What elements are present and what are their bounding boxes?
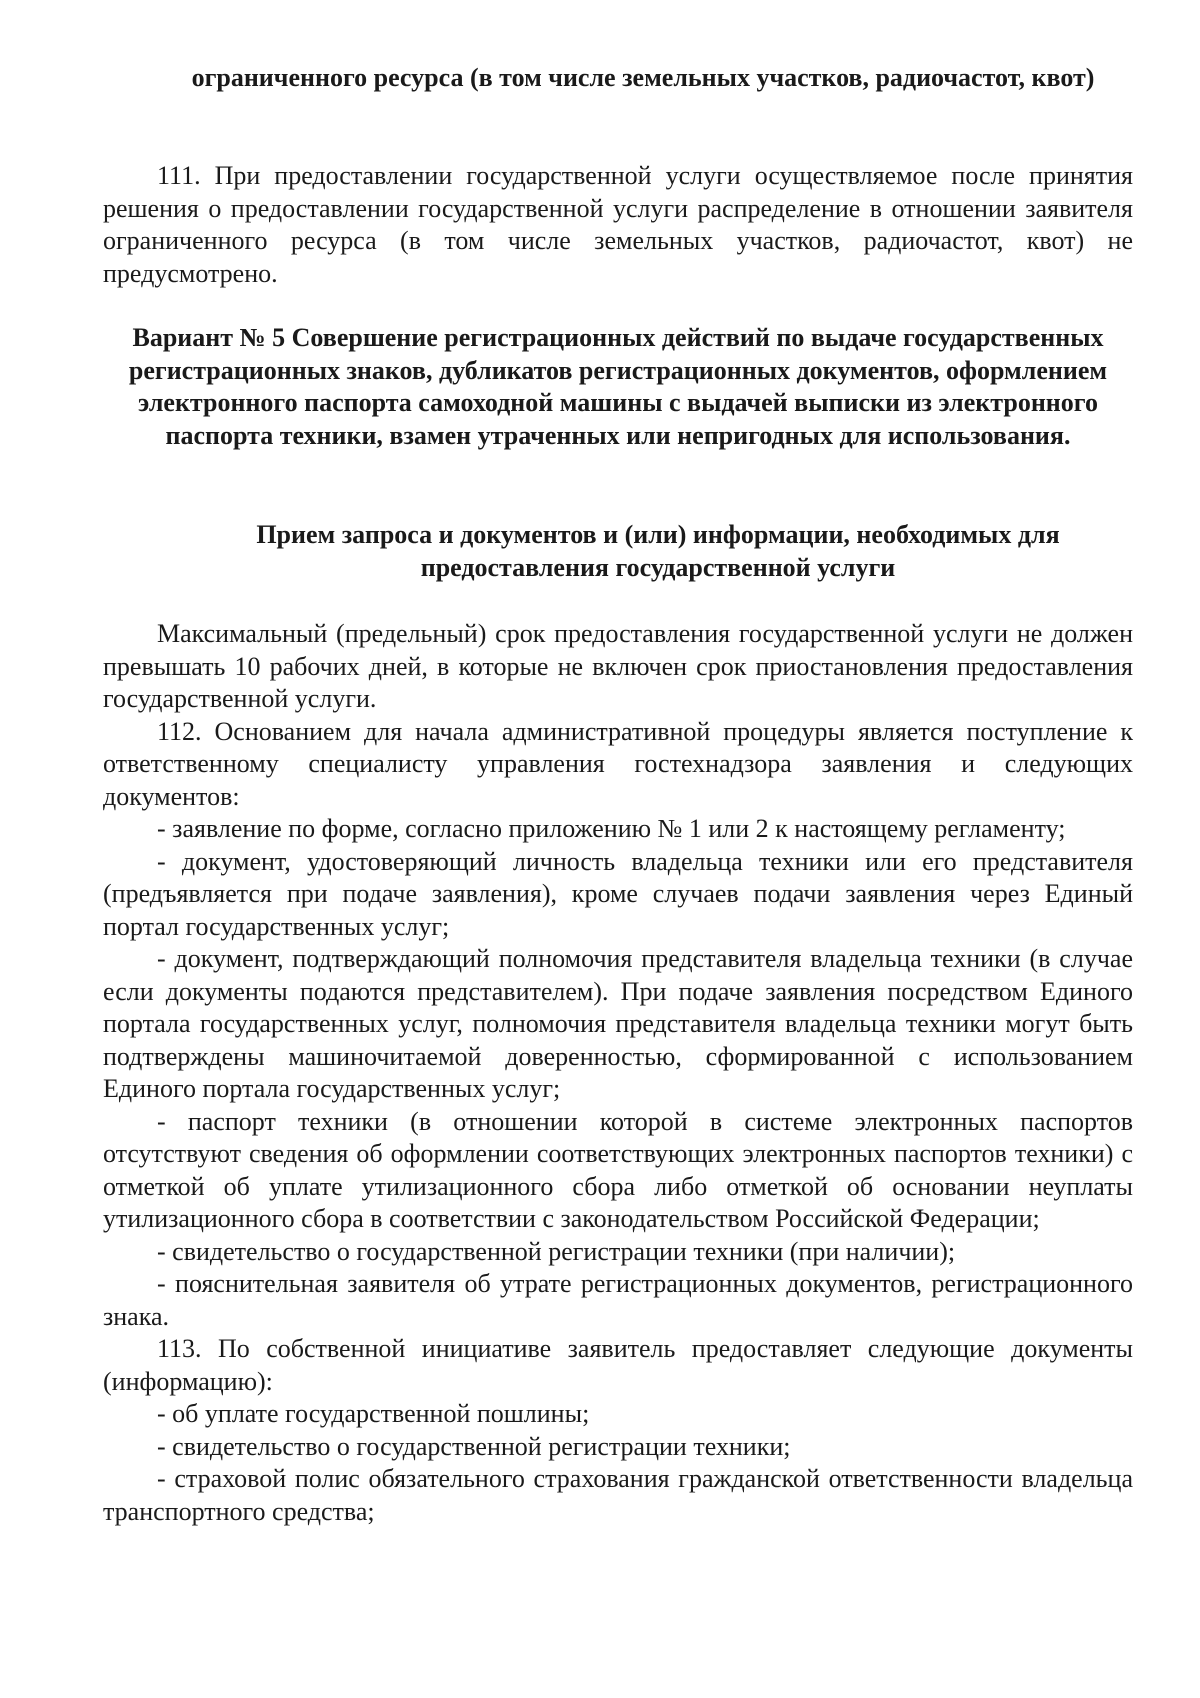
reception-heading — [103, 519, 1133, 584]
list-item: - документ, удостоверяющий личность владельца техники или его представителя (предъявляется при подаче заявления), кроме случаев подачи заявления через Единый портал государственных услуг; — [103, 846, 1133, 944]
list-item: - заявление по форме, согласно приложению № 1 или 2 к настоящему регламенту; — [103, 813, 1133, 846]
list-item: - об уплате государственной пошлины; — [103, 1398, 1133, 1431]
heading-text: Прием запроса и документов и (или) информации, необходимых для предоставления государственной услуги — [256, 520, 1060, 582]
heading-text: Вариант № 5 Совершение регистрационных действий по выдаче государственных регистрационных знаков, дубликатов регистрационных документов, оформлением электронного паспорта самоходной машины с выдачей выписки из электронного паспорта техники, взамен утраченных или непригодных для использования. — [128, 323, 1108, 450]
section-heading-limited-resource — [103, 62, 1133, 95]
list-item: - свидетельство о государственной регистрации техники; — [103, 1431, 1133, 1464]
paragraph-text: 111. При предоставлении государственной услуги осуществляемое после принятия решения о предоставлении государственной услуги распределение в отношении заявителя ограниченного ресурса (в том числе земельных участков, радиочастот, квот) не предусмотрено. — [103, 161, 1133, 288]
paragraph-111 — [103, 160, 1133, 290]
list-item: - свидетельство о государственной регистрации техники (при наличии); — [103, 1236, 1133, 1269]
heading-text: ограниченного ресурса (в том числе земельных участков, радиочастот, квот) — [191, 63, 1095, 92]
procedure-body — [103, 618, 1133, 1528]
list-item: - пояснительная заявителя об утрате регистрационных документов, регистрационного знака. — [103, 1268, 1133, 1333]
variant-5-heading — [103, 322, 1133, 452]
list-item: - паспорт техники (в отношении которой в системе электронных паспортов отсутствуют сведения об оформлении соответствующих электронных паспортов техники) с отметкой об уплате утилизационного сбора либо отметкой об основании неуплаты утилизационного сбора в соответствии с законодательством Российской Федерации; — [103, 1106, 1133, 1236]
list-item: - страховой полис обязательного страхования гражданской ответственности владельца транспортного средства; — [103, 1463, 1133, 1528]
list-item: - документ, подтверждающий полномочия представителя владельца техники (в случае если документы подаются представителем). При подаче заявления посредством Единого портала государственных услуг, полномочия представителя владельца техники могут быть подтверждены машиночитаемой доверенностью, сформированной с использованием Единого портала государственных услуг; — [103, 943, 1133, 1106]
max-term-paragraph: Максимальный (предельный) срок предоставления государственной услуги не должен превышать 10 рабочих дней, в которые не включен срок приостановления предоставления государственной услуги. — [103, 619, 1133, 713]
paragraph-112: 112. Основанием для начала административной процедуры является поступление к ответственному специалисту управления гостехнадзора заявления и следующих документов: — [103, 716, 1133, 811]
paragraph-113: 113. По собственной инициативе заявитель предоставляет следующие документы (информацию): — [103, 1334, 1133, 1396]
